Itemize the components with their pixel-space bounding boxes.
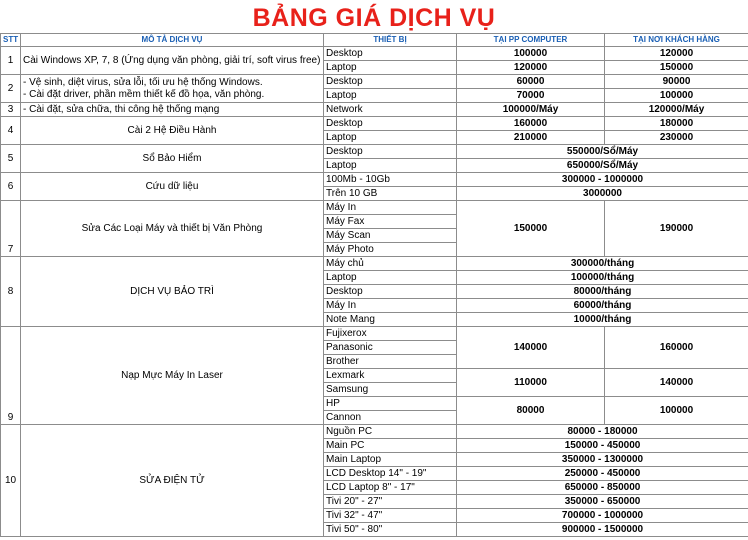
device-cell: Nguồn PC [324, 425, 457, 439]
table-row [1, 425, 748, 439]
price-customer-cell: 140000 [605, 369, 748, 397]
price-customer-cell: 90000 [605, 75, 748, 89]
device-cell: Tivi 50" - 80" [324, 523, 457, 537]
price-pp-cell: 150000 [457, 201, 605, 257]
price-pp-cell: 110000 [457, 369, 605, 397]
price-merged-cell: 300000/tháng [457, 257, 748, 271]
stt-cell: 3 [1, 103, 21, 117]
price-pp-cell: 120000 [457, 61, 605, 75]
device-cell: Panasonic [324, 341, 457, 355]
stt-cell: 9 [1, 327, 21, 425]
device-cell: Máy In [324, 201, 457, 215]
device-cell: Laptop [324, 271, 457, 285]
stt-cell: 10 [1, 425, 21, 537]
price-customer-cell: 190000 [605, 201, 748, 257]
price-customer-cell: 160000 [605, 327, 748, 369]
header-device: THIẾT BỊ [324, 34, 457, 47]
price-pp-cell: 100000/Máy [457, 103, 605, 117]
device-cell: LCD Desktop 14" - 19" [324, 467, 457, 481]
stt-cell: 1 [1, 47, 21, 75]
desc-line: - Cài đặt driver, phần mềm thiết kế đồ họa, văn phòng. [23, 88, 265, 100]
price-pp-cell: 160000 [457, 117, 605, 131]
price-customer-cell: 100000 [605, 89, 748, 103]
price-merged-cell: 700000 - 1000000 [457, 509, 748, 523]
price-merged-cell: 250000 - 450000 [457, 467, 748, 481]
page-title: BẢNG GIÁ DỊCH VỤ [252, 4, 496, 32]
device-cell: Samsung [324, 383, 457, 397]
table-row [1, 75, 748, 89]
header-customer: TẠI NƠI KHÁCH HÀNG [605, 34, 748, 47]
price-merged-cell: 3000000 [457, 187, 748, 201]
device-cell: LCD Laptop 8" - 17" [324, 481, 457, 495]
price-pp-cell: 100000 [457, 47, 605, 61]
header-desc: MÔ TẢ DỊCH VỤ [21, 34, 324, 47]
desc-cell: SỬA ĐIỆN TỬ [21, 425, 324, 537]
device-cell: 100Mb - 10Gb [324, 173, 457, 187]
price-pp-cell: 210000 [457, 131, 605, 145]
stt-cell: 4 [1, 117, 21, 145]
desc-cell [21, 75, 324, 103]
desc-cell: DỊCH VỤ BẢO TRÌ [21, 257, 324, 327]
price-merged-cell: 80000 - 180000 [457, 425, 748, 439]
price-customer-cell: 100000 [605, 397, 748, 425]
stt-cell: 6 [1, 173, 21, 201]
price-customer-cell: 230000 [605, 131, 748, 145]
desc-cell: - Cài đặt, sửa chữa, thi công hệ thống mạng [21, 103, 324, 117]
device-cell: Laptop [324, 131, 457, 145]
price-merged-cell: 300000 - 1000000 [457, 173, 748, 187]
price-customer-cell: 120000/Máy [605, 103, 748, 117]
table-row [1, 47, 748, 61]
price-merged-cell: 60000/tháng [457, 299, 748, 313]
device-cell: Brother [324, 355, 457, 369]
desc-cell: Cứu dữ liệu [21, 173, 324, 201]
device-cell: Laptop [324, 89, 457, 103]
device-cell: Máy Photo [324, 243, 457, 257]
device-cell: Desktop [324, 75, 457, 89]
table-row [1, 145, 748, 159]
device-cell: Lexmark [324, 369, 457, 383]
desc-cell: Sổ Bảo Hiểm [21, 145, 324, 173]
device-cell: HP [324, 397, 457, 411]
device-cell: Máy In [324, 299, 457, 313]
table-row [1, 201, 748, 215]
device-cell: Network [324, 103, 457, 117]
device-cell: Tivi 20" - 27" [324, 495, 457, 509]
price-pp-cell: 140000 [457, 327, 605, 369]
device-cell: Máy Scan [324, 229, 457, 243]
device-cell: Máy Fax [324, 215, 457, 229]
price-merged-cell: 650000 - 850000 [457, 481, 748, 495]
device-cell: Máy chủ [324, 257, 457, 271]
price-pp-cell: 70000 [457, 89, 605, 103]
device-cell: Main PC [324, 439, 457, 453]
price-customer-cell: 150000 [605, 61, 748, 75]
table-row [1, 327, 748, 341]
price-pp-cell: 80000 [457, 397, 605, 425]
table-row [1, 117, 748, 131]
device-cell: Desktop [324, 285, 457, 299]
device-cell: Trên 10 GB [324, 187, 457, 201]
device-cell: Laptop [324, 61, 457, 75]
device-cell: Cannon [324, 411, 457, 425]
table-row [1, 103, 748, 117]
device-cell: Laptop [324, 159, 457, 173]
stt-cell: 7 [1, 201, 21, 257]
device-cell: Desktop [324, 117, 457, 131]
price-customer-cell: 120000 [605, 47, 748, 61]
stt-cell: 5 [1, 145, 21, 173]
price-merged-cell: 650000/Sổ/Máy [457, 159, 748, 173]
price-merged-cell: 100000/tháng [457, 271, 748, 285]
price-customer-cell: 180000 [605, 117, 748, 131]
header-stt: STT [1, 34, 21, 47]
price-merged-cell: 350000 - 650000 [457, 495, 748, 509]
table-row [1, 257, 748, 271]
desc-cell: Nạp Mực Máy In Laser [21, 327, 324, 425]
price-merged-cell: 350000 - 1300000 [457, 453, 748, 467]
stt-cell: 8 [1, 257, 21, 327]
stt-cell: 2 [1, 75, 21, 103]
table-row [1, 173, 748, 187]
device-cell: Tivi 32" - 47" [324, 509, 457, 523]
desc-cell: Cài Windows XP, 7, 8 (Ứng dụng văn phòng, giải trí, soft virus free) [21, 47, 324, 75]
price-table [0, 33, 748, 537]
price-merged-cell: 550000/Sổ/Máy [457, 145, 748, 159]
device-cell: Desktop [324, 47, 457, 61]
price-merged-cell: 10000/tháng [457, 313, 748, 327]
desc-cell: Sửa Các Loại Máy và thiết bị Văn Phòng [21, 201, 324, 257]
device-cell: Fujixerox [324, 327, 457, 341]
price-pp-cell: 60000 [457, 75, 605, 89]
desc-line: - Vệ sinh, diệt virus, sửa lỗi, tối ưu hệ thống Windows. [23, 76, 263, 88]
device-cell: Note Mang [324, 313, 457, 327]
price-merged-cell: 900000 - 1500000 [457, 523, 748, 537]
device-cell: Main Laptop [324, 453, 457, 467]
header-row [1, 34, 748, 47]
price-merged-cell: 80000/tháng [457, 285, 748, 299]
header-pp: TẠI PP COMPUTER [457, 34, 605, 47]
desc-cell: Cài 2 Hệ Điều Hành [21, 117, 324, 145]
price-merged-cell: 150000 - 450000 [457, 439, 748, 453]
device-cell: Desktop [324, 145, 457, 159]
